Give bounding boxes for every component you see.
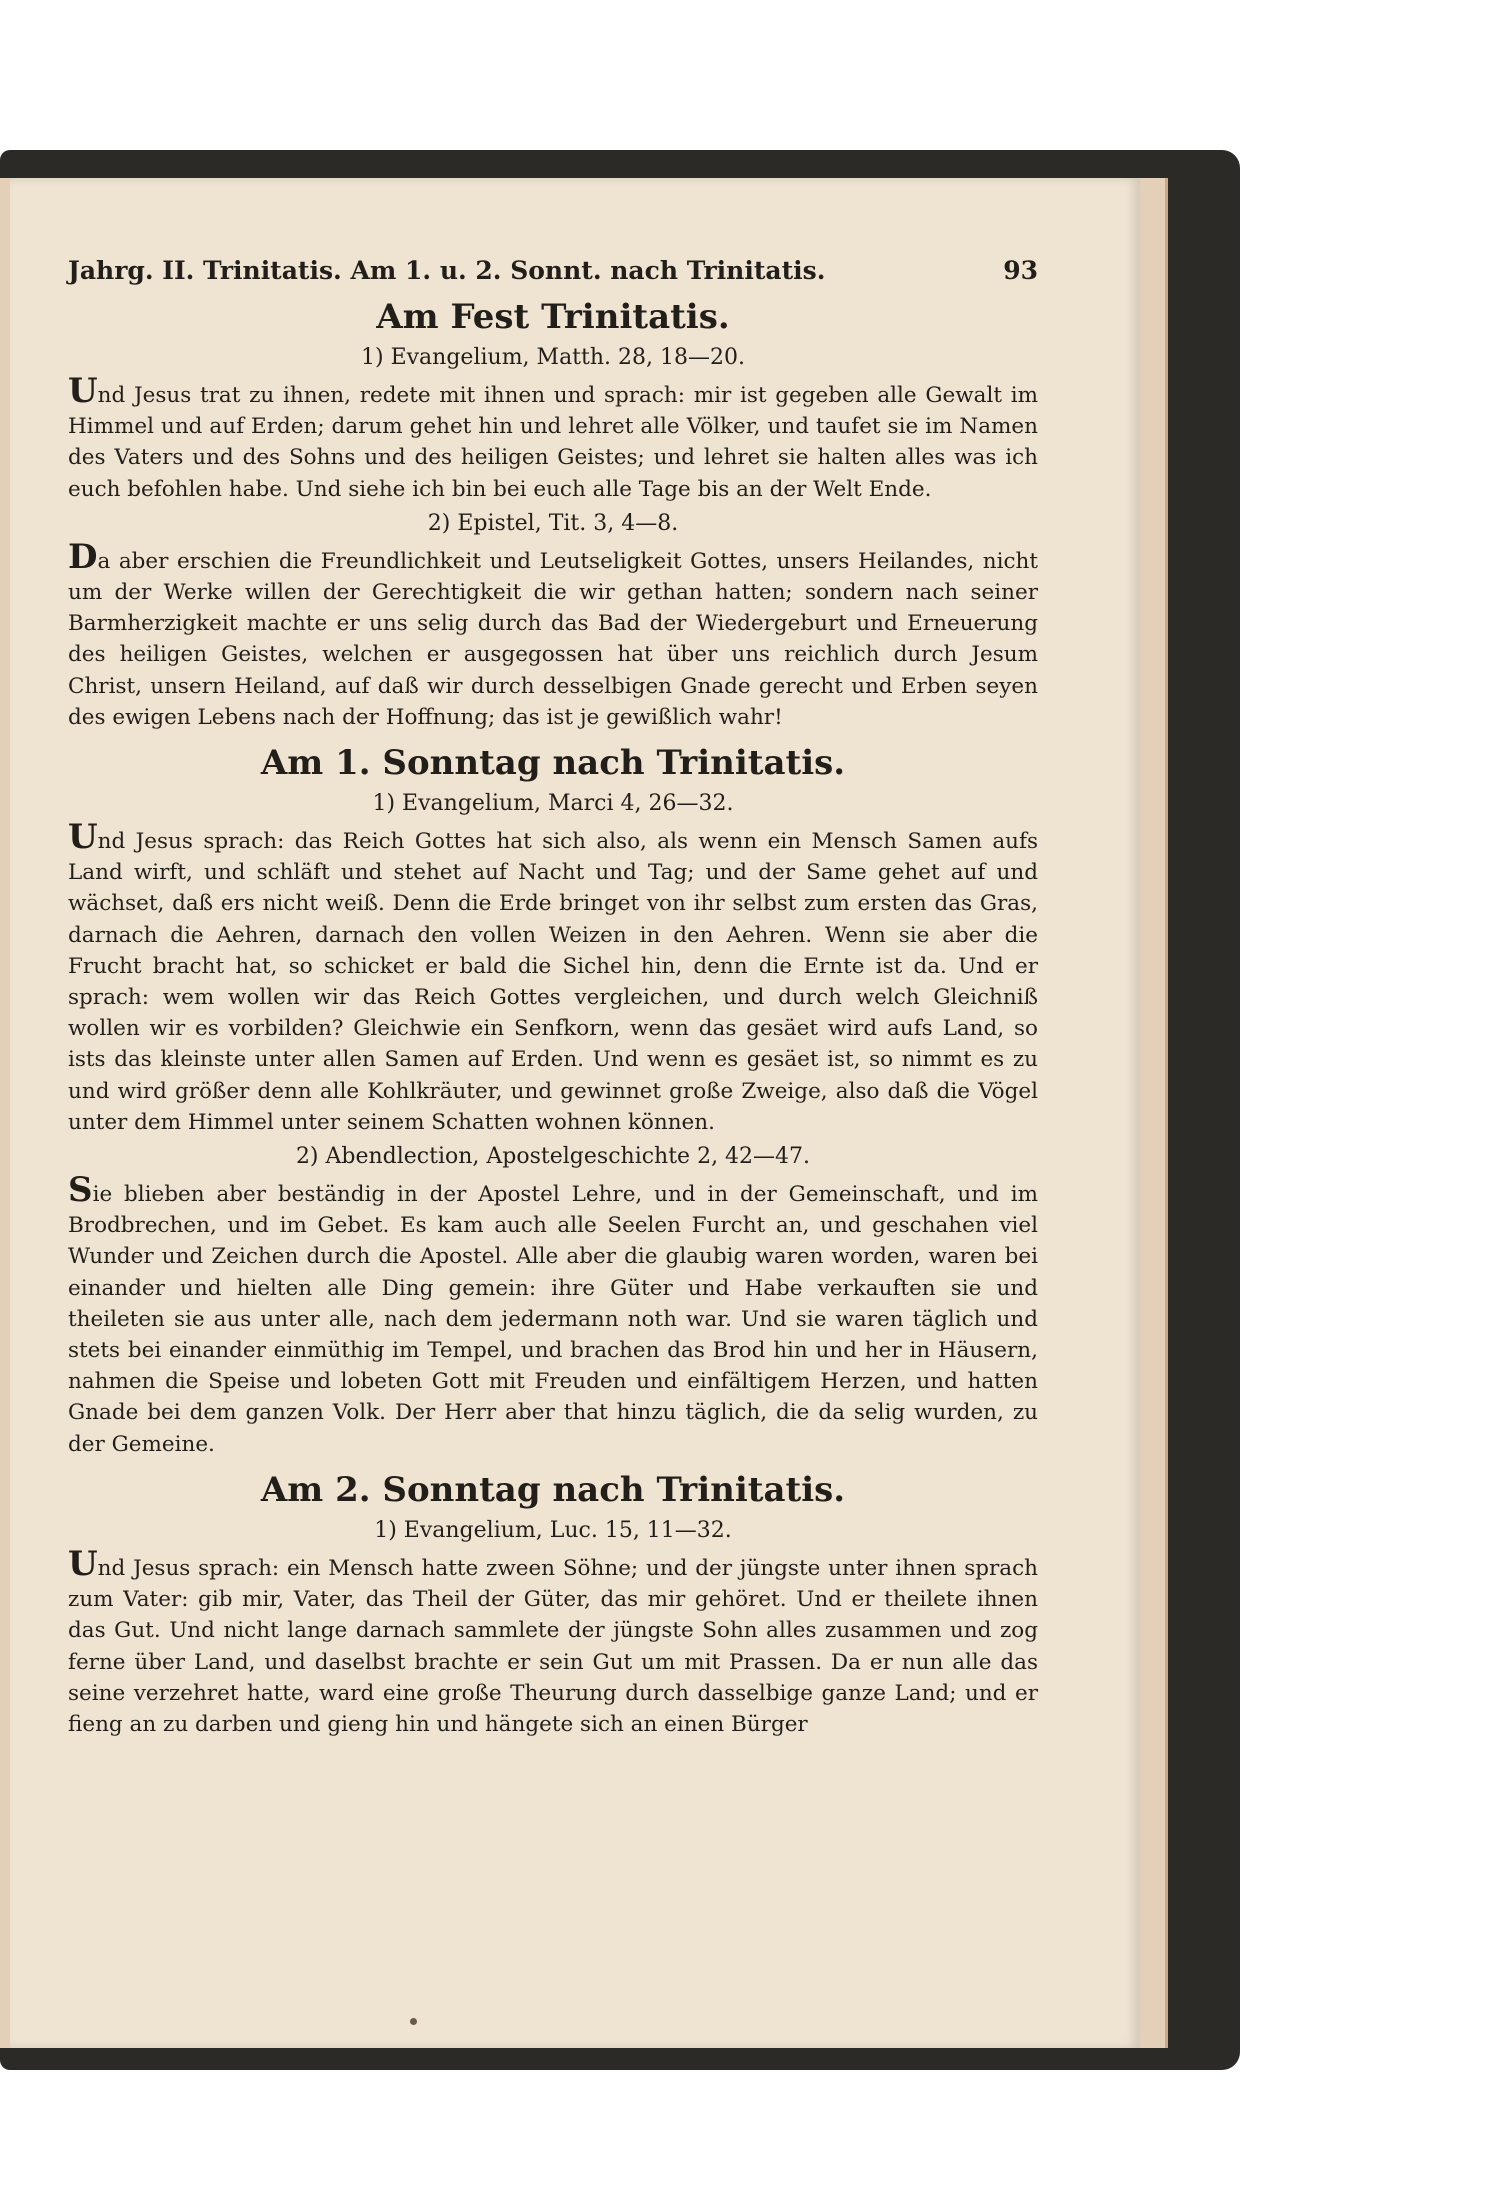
reading-body: nd Jesus sprach: ein Mensch hatte zween Söhne; und der jüngste unter ihnen sprach zum Vater: gib mir, Vater, das Theil der Güter, das mir gehöret. Und er theilete ihnen das Gut. Und nicht lange darnach sammlete der jüngste Sohn alles zusammen und zog ferne über Land, und daselbst brachte er sein Gut um mit Prassen. Da er nun alle das seine verzehret hatte, ward eine große Theurung durch dasselbige ganze Land; und er fieng an zu darben und gieng hin und hängete sich an einen Bürger: [68, 1555, 1038, 1737]
reading-text: [68, 1170, 1038, 1460]
initial-letter: D: [68, 536, 98, 577]
reading-reference: 1) Evangelium, Matth. 28, 18—20.: [361, 345, 745, 370]
section-1-sonntag: [68, 743, 1038, 1460]
running-head-title: Jahrg. II. Trinitatis. Am 1. u. 2. Sonnt. nach Trinitatis.: [68, 256, 826, 285]
initial-letter: U: [68, 371, 98, 411]
reading-text: [68, 371, 1038, 505]
reading-reference: 1) Evangelium, Marci 4, 26—32.: [372, 791, 734, 817]
reading-reference: 1) Evangelium, Luc. 15, 11—32.: [374, 1517, 732, 1543]
ink-speck: [410, 2018, 417, 2025]
section-fest-trinitatis: [68, 297, 1038, 733]
book-page: [10, 178, 1140, 2048]
reading-text: [68, 1543, 1038, 1740]
page-number: 93: [1003, 256, 1038, 285]
reading-text: [68, 536, 1038, 733]
section-title: Am Fest Trinitatis.: [376, 297, 730, 337]
running-head: [68, 256, 1038, 285]
reading-text: [68, 817, 1038, 1138]
reading-body: a aber erschien die Freundlichkeit und Leutseligkeit Gottes, unsers Heilandes, nicht um der Werke willen der Gerechtigkeit die wir gethan hatten; sondern nach seiner Barmherzigkeit machte er uns selig durch das Bad der Wiedergeburt und Erneuerung des heiligen Geistes, welchen er ausgegossen hat über uns reichlich durch Jesum Christ, unsern Heiland, auf daß wir durch desselbigen Gnade gerecht und Erben seyen des ewigen Lebens nach der Hoffnung; das ist je gewißlich wahr!: [68, 548, 1038, 730]
initial-letter: U: [68, 817, 98, 858]
section-title: Am 1. Sonntag nach Trinitatis.: [260, 743, 846, 784]
reading-body: nd Jesus sprach: das Reich Gottes hat sich also, als wenn ein Mensch Samen aufs Land wirft, und schläft und stehet auf Nacht und Tag; und der Same gehet auf und wächset, daß ers nicht weiß. Denn die Erde bringet von ihr selbst zum ersten das Gras, darnach die Aehren, darnach den vollen Weizen in den Aehren. Wenn sie aber die Frucht bracht hat, so schicket er bald die Sichel hin, denn die Ernte ist da. Und er sprach: wem wollen wir das Reich Gottes vergleichen, und durch welch Gleichniß wollen wir es vorbilden? Gleichwie ein Senfkorn, wenn das gesäet wird aufs Land, so ists das kleinste unter allen Samen auf Erden. Und wenn es gesäet ist, so nimmt es zu und wird größer denn alle Kohlkräuter, und gewinnet große Zweige, also daß die Vögel unter dem Himmel unter seinem Schatten wohnen können.: [68, 829, 1038, 1135]
text-block: [68, 256, 1038, 1746]
initial-letter: S: [68, 1170, 93, 1211]
reading-reference: 2) Epistel, Tit. 3, 4—8.: [427, 510, 679, 536]
reading-reference: 2) Abendlection, Apostelgeschichte 2, 42—47.: [295, 1144, 811, 1170]
section-2-sonntag: [68, 1470, 1038, 1740]
reading-body: nd Jesus trat zu ihnen, redete mit ihnen und sprach: mir ist gegeben alle Gewalt im Himmel und auf Erden; darum gehet hin und lehret alle Völker, und taufet sie im Namen des Vaters und des Sohns und des heiligen Geistes; und lehret sie halten alles was ich euch befohlen habe. Und siehe ich bin bei euch alle Tage bis an der Welt Ende.: [68, 383, 1038, 502]
reading-body: ie blieben aber beständig in der Apostel Lehre, und in der Gemeinschaft, und im Brodbrechen, und im Gebet. Es kam auch alle Seelen Furcht an, und geschahen viel Wunder und Zeichen durch die Apostel. Alle aber die glaubig waren worden, waren bei einander und hielten alle Ding gemein: ihre Güter und Habe verkauften sie und theileten sie aus unter alle, nach dem jedermann noth war. Und sie waren täglich und stets bei einander einmüthig im Tempel, und brachen das Brod hin und her in Häusern, nahmen die Speise und lobeten Gott mit Freuden und einfältigem Herzen, und hatten Gnade bei dem ganzen Volk. Der Herr aber that hinzu täglich, die da selig wurden, zu der Gemeine.: [68, 1182, 1038, 1457]
section-title: Am 2. Sonntag nach Trinitatis.: [260, 1469, 846, 1510]
initial-letter: U: [68, 1543, 98, 1584]
